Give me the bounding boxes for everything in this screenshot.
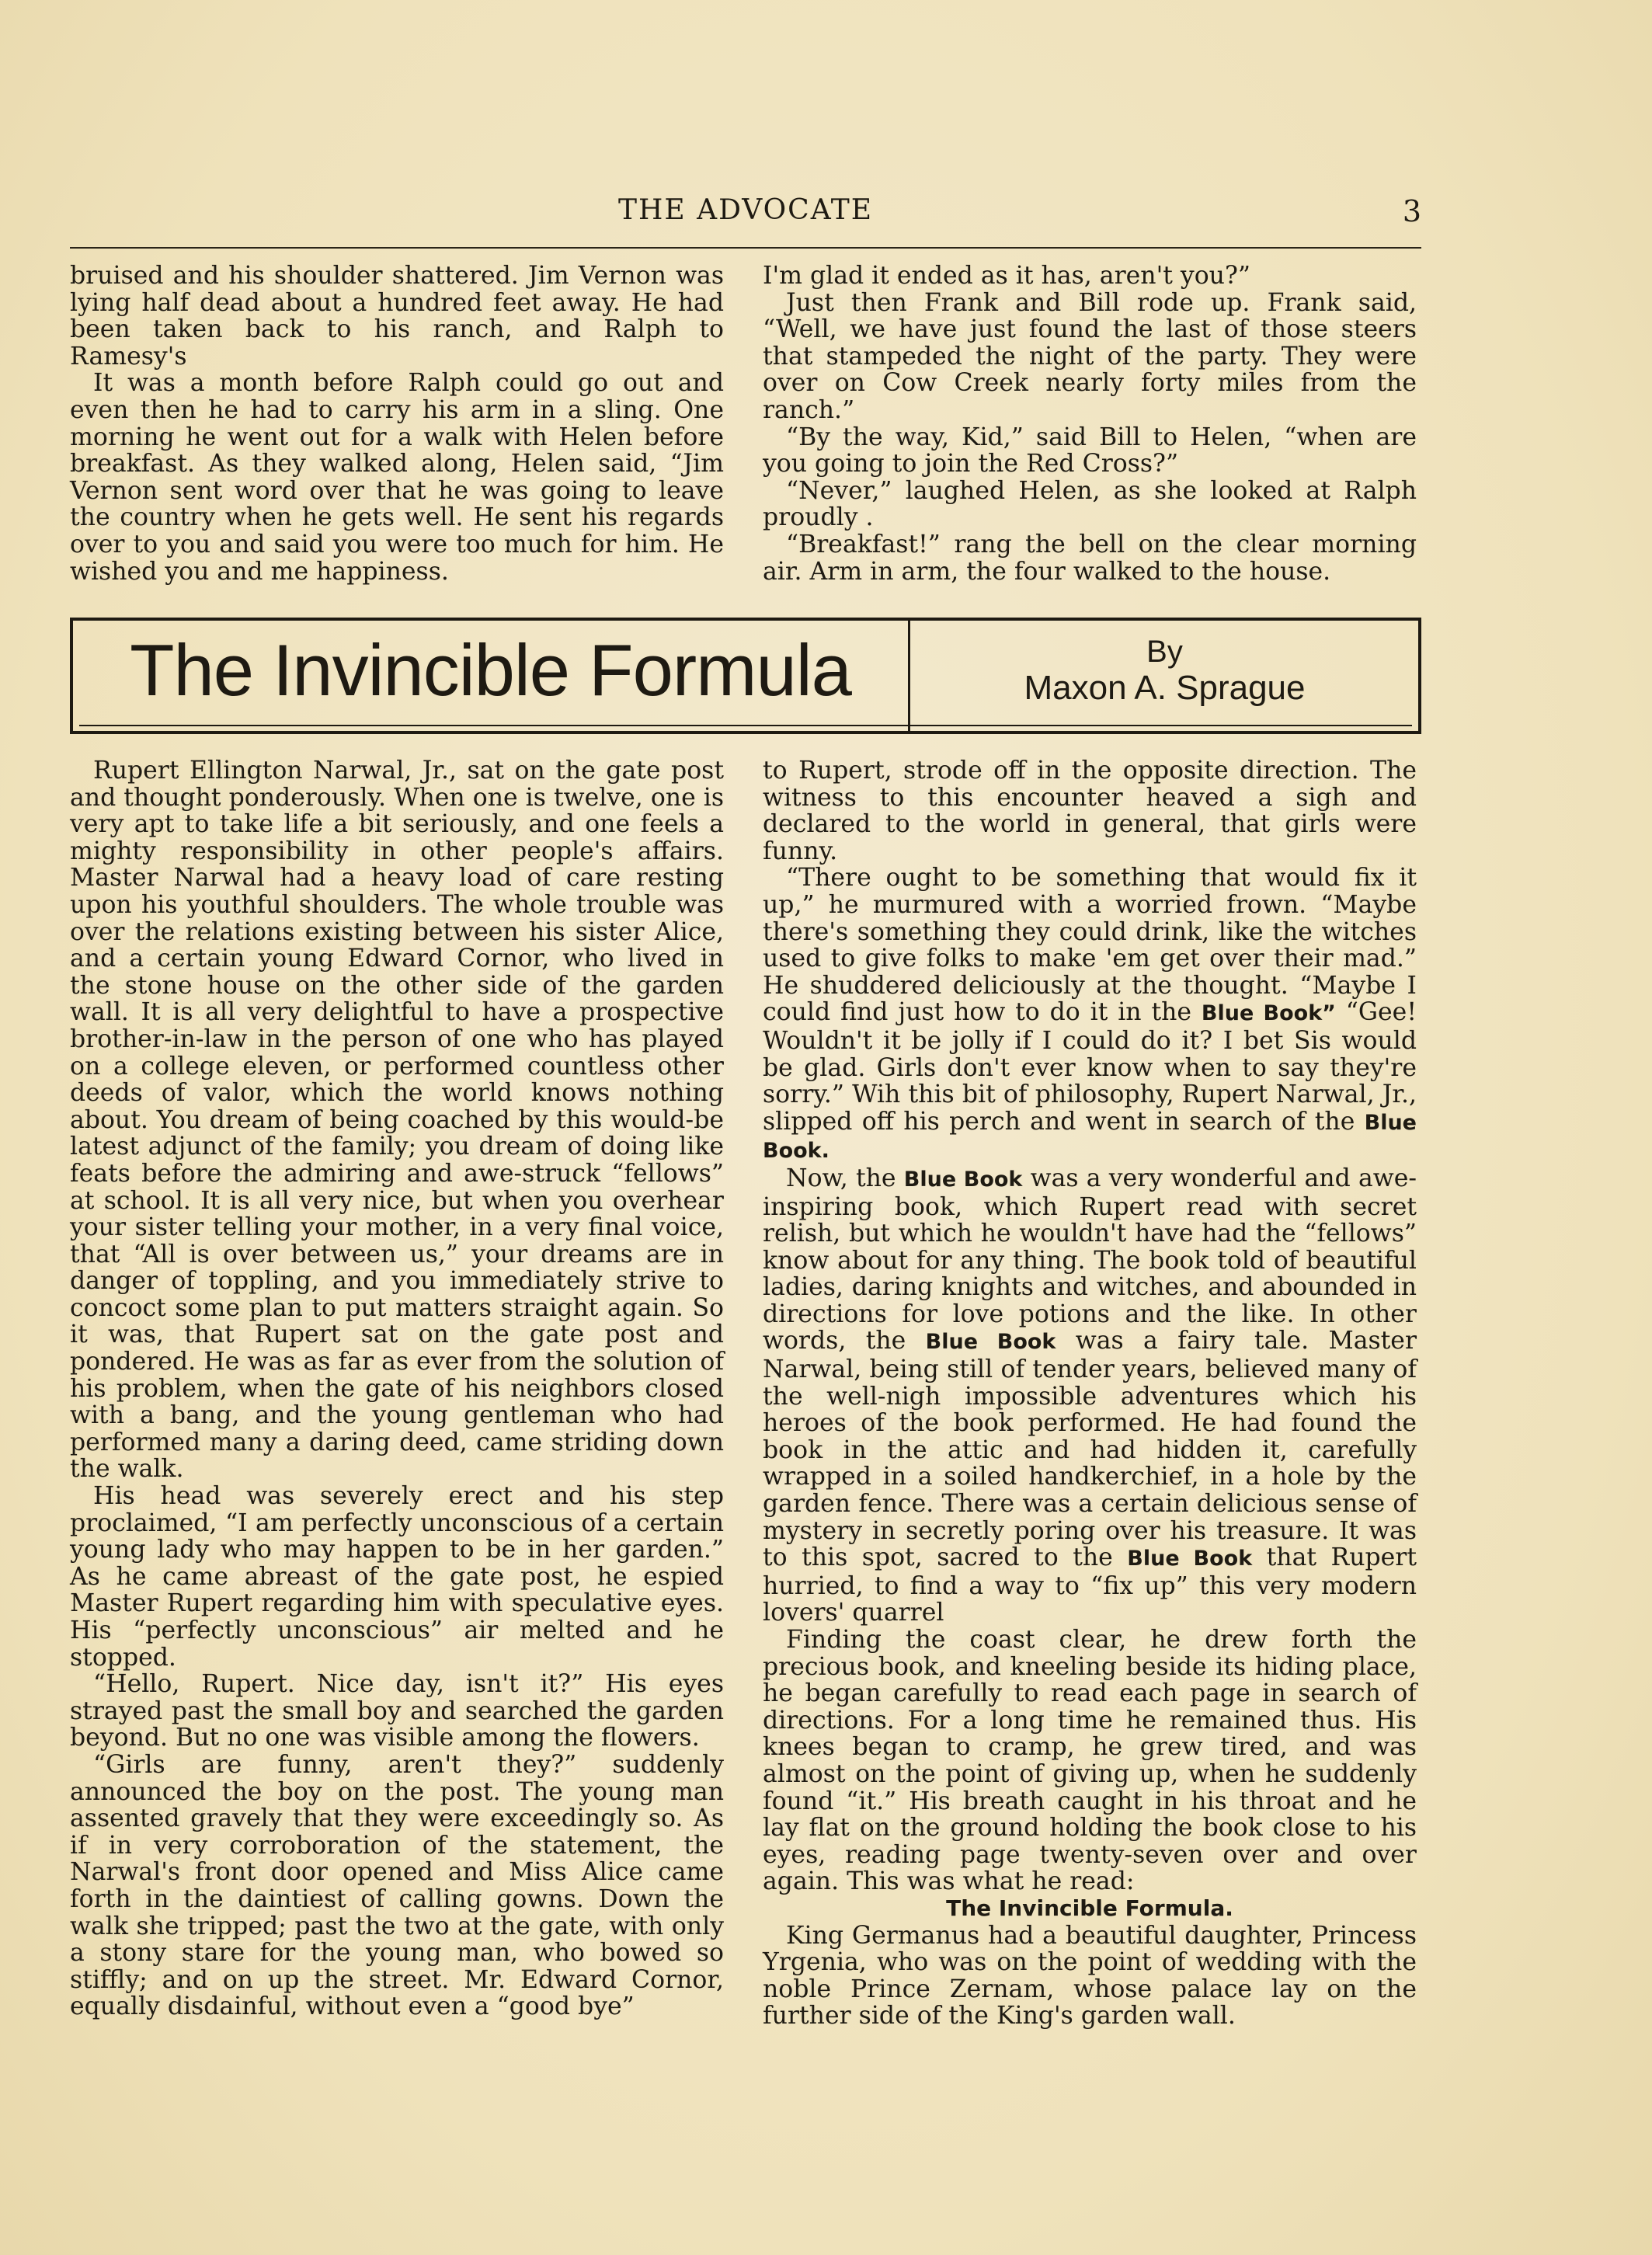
text-run: Now, the xyxy=(786,1164,904,1192)
paragraph: His head was severely erect and his step proclaimed, “I am perfectly unconscious of a certain young lady who may happen to be in her garden.” As he came abreast of the gate post, he espied Master Rupert regarding him with speculative eyes. His “perfectly unconscious” air melted and he stopped. xyxy=(70,1482,724,1672)
paragraph: “Hello, Rupert. Nice day, isn't it?” His eyes strayed past the small boy and searched the garden beyond. But no one was visible among the flowers. xyxy=(70,1670,724,1752)
story-left-column xyxy=(70,757,724,2020)
page-number: 3 xyxy=(1402,194,1421,228)
byline-label: By xyxy=(1146,635,1183,669)
story-title: The Invincible Formula xyxy=(130,629,851,711)
paragraph xyxy=(763,1165,1417,1627)
paragraph: It was a month before Ralph could go out and even then he had to carry his arm in a sling. One morning he went out for a walk with Helen before breakfast. As they walked along, Helen said, “Jim Vernon sent word over that he was going to leave the country when he gets well. He sent his regards over to you and said you were too much for him. He wished you and me happiness. xyxy=(70,369,724,586)
running-head xyxy=(70,194,1421,233)
blue-book-reference: Blue Book” xyxy=(1201,1001,1336,1026)
paragraph: King Germanus had a beautiful daughter, Princess Yrgenia, who was on the point of wedding with the noble Prince Zernam, whose palace lay on the further side of the King's garden wall. xyxy=(763,1921,1417,2031)
paragraph: “Never,” laughed Helen, as she looked at Ralph proudly . xyxy=(763,476,1417,532)
text-run: was a very wonderful and awe-inspiring book, which Rupert read with secret relish, but which he wouldn't have had the “fellows” know about for any thing. The book told of beautiful ladies, daring knights and witches, and abounded in directions for love potions and the like. In other words, the xyxy=(763,1164,1417,1355)
text-run: that Rupert hurried, to find a way to “fix up” this very modern lovers' quarrel xyxy=(763,1543,1417,1627)
paragraph: Just then Frank and Bill rode up. Frank said, “Well, we have just found the last of those steers that stampeded the night of the party. They were over on Cow Creek nearly forty miles from the ranch.” xyxy=(763,288,1417,424)
text-run: was a fairy tale. Master Narwal, being still of tender years, believed many of the well-nigh impossible adventures which his heroes of the book performed. He had found the book in the attic and had hidden it, carefully wrapped in a soiled handkerchief, in a hole by the garden fence. There was a certain delicious sense of mystery in secretly poring over his treasure. It was to this spot, sacred to the xyxy=(763,1327,1417,1572)
blue-book-reference: Blue Book xyxy=(903,1167,1023,1192)
text-run: “There ought to be something that would fix it up,” he murmured with a worried frown. “Maybe there's something they could drink, like the witches used to give folks to make 'em get over their mad.” He shuddered deliciously at the thought. “Maybe I could find just how to do it in the xyxy=(763,864,1417,1027)
byline-author: Maxon A. Sprague xyxy=(1024,669,1306,707)
paragraph: to Rupert, strode off in the opposite direction. The witness to this encounter heaved a sigh and declared to the world in general, that girls were funny. xyxy=(763,757,1417,865)
paragraph: I'm glad it ended as it has, aren't you?” xyxy=(763,262,1250,290)
paragraph: “Girls are funny, aren't they?” suddenly announced the boy on the post. The young man assented gravely that they were exceedingly so. As if in very corroboration of the statement, the Narwal's front door opened and Miss Alice came forth in the daintiest of calling gowns. Down the walk she tripped; past the two at the gate, with only a stony stare for the young man, who bowed so stiffly; and on up the street. Mr. Edward Cornor, equally disdainful, without even a “good bye” xyxy=(70,1750,724,2021)
title-box-inner-rule xyxy=(79,725,1412,726)
paragraph: Rupert Ellington Narwal, Jr., sat on the gate post and thought ponderously. When one is twelve, one is very apt to take life a bit seriously, and one feels a mighty responsibility in other people's affairs. Master Narwal had a heavy load of care resting upon his youthful shoulders. The whole trouble was over the relations existing between his sister Alice, and a certain young Edward Cornor, who lived in the stone house on the other side of the garden wall. It is all very delightful to have a prospective brother-in-law in the person of one who has played on a college eleven, or performed countless other deeds of valor, which the world knows nothing about. You dream of being coached by this would-be latest adjunct of the family; you dream of doing like feats before the admiring and awe-struck “fellows” at school. It is all very nice, but when you overhear your sister telling your mother, in a very final voice, that “All is over between us,” your dreams are in danger of toppling, and you immediately strive to concoct some plan to put matters straight again. So it was, that Rupert sat on the gate post and pondered. He was as far as ever from the solution of his problem, when the gate of his neighbors closed with a bang, and the young gentleman who had performed many a daring deed, came striding down the walk. xyxy=(70,757,724,1484)
paragraph: “By the way, Kid,” said Bill to Helen, “when are you going to join the Red Cross?” xyxy=(763,423,1417,478)
paragraph: “Breakfast!” rang the bell on the clear morning air. Arm in arm, the four walked to the house. xyxy=(763,530,1417,586)
newspaper-title: THE ADVOCATE xyxy=(617,194,874,226)
story-right-column xyxy=(763,757,1417,2030)
previous-story-right-column xyxy=(763,263,1417,585)
previous-story-left-column xyxy=(70,263,724,585)
formula-heading: The Invincible Formula. xyxy=(946,1895,1233,1921)
blue-book-reference: Blue Book. xyxy=(763,1110,1417,1164)
header-rule xyxy=(70,247,1421,249)
blue-book-reference: Blue Book xyxy=(925,1330,1056,1355)
paragraph: bruised and his shoulder shattered. Jim Vernon was lying half dead about a hundred feet away. He had been taken back to his ranch, and Ralph to Ramesy's xyxy=(70,262,724,371)
paragraph: Finding the coast clear, he drew forth the precious book, and kneeling beside its hiding place, he began carefully to read each page in search of directions. For a long time he remained thus. His knees began to cramp, he grew tired, and was almost on the point of giving up, when he suddenly found “it.” His breath caught in his throat and he lay flat on the ground holding the book close to his eyes, reading page twenty-seven over and over again. This was what he read: xyxy=(763,1626,1417,1896)
blue-book-reference: Blue Book xyxy=(1127,1547,1253,1571)
paragraph xyxy=(763,865,1417,1165)
story-title-box xyxy=(70,618,1421,734)
text-run: “Gee! Wouldn't it be jolly if I could do it? I bet Sis would be glad. Girls don't ever know when to say they're sorry.” Wih this bit of philosophy, Rupert Narwal, Jr., slipped off his perch and went in search of the xyxy=(763,998,1417,1136)
